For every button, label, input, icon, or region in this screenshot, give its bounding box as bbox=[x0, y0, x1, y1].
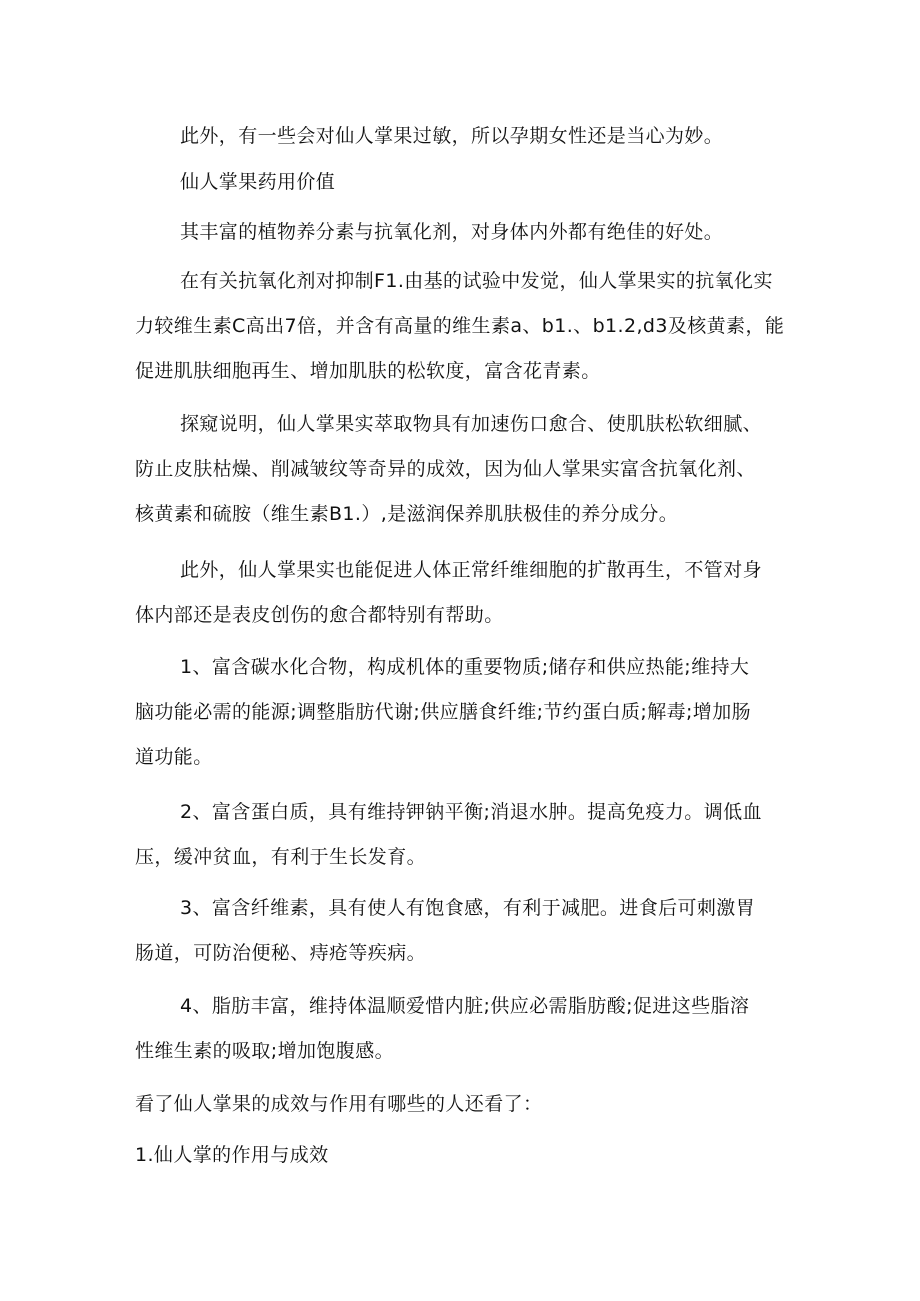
text-line: 促进肌肤细胞再生、增加肌肤的松软度，富含花青素。 bbox=[135, 360, 601, 382]
text-line: 看了仙人掌果的成效与作用有哪些的人还看了： bbox=[135, 1093, 543, 1115]
list-item-fiber bbox=[135, 886, 785, 976]
text-line: 在有关抗氧化剂对抑制F1.由基的试验中发觉，仙人掌果实的抗氧化实 bbox=[180, 270, 773, 292]
text-line: 其丰富的植物养分素与抗氧化剂，对身体内外都有绝佳的好处。 bbox=[180, 221, 724, 243]
paragraph-research-findings bbox=[135, 402, 785, 537]
paragraph-antioxidant-test bbox=[135, 259, 785, 394]
text-line: 道功能。 bbox=[135, 746, 213, 768]
list-item-carbohydrates bbox=[135, 645, 785, 780]
text-line: 此外，仙人掌果实也能促进人体正常纤维细胞的扩散再生，不管对身 bbox=[180, 559, 763, 581]
text-line: 防止皮肤枯燥、削减皱纹等奇异的成效，因为仙人掌果实富含抗氧化剂、 bbox=[135, 458, 756, 480]
list-item-protein bbox=[135, 790, 785, 880]
text-line: 核黄素和硫胺（维生素B1.）,是滋润保养肌肤极佳的养分成分。 bbox=[135, 503, 679, 525]
text-line: 肠道，可防治便秘、痔疮等疾病。 bbox=[135, 942, 427, 964]
section-heading-medicinal-value bbox=[135, 160, 785, 205]
paragraph-allergy-note bbox=[135, 114, 785, 159]
text-line: 4、脂肪丰富，维持体温顺爱惜内脏;供应必需脂肪酸;促进这些脂溶 bbox=[180, 995, 750, 1017]
text-line: 压，缓冲贫血，有利于生长发育。 bbox=[135, 846, 427, 868]
related-link-text[interactable]: 1.仙人掌的作用与成效 bbox=[135, 1144, 329, 1166]
text-line: 脑功能必需的能源;调整脂肪代谢;供应膳食纤维;节约蛋白质;解毒;增加肠 bbox=[135, 701, 752, 723]
related-reading-heading bbox=[135, 1082, 785, 1127]
related-link-cactus-effects[interactable] bbox=[135, 1133, 785, 1178]
text-line: 2、富含蛋白质，具有维持钾钠平衡;消退水肿。提高免疫力。调低血 bbox=[180, 801, 762, 823]
paragraph-nutrients-intro bbox=[135, 210, 785, 255]
text-line: 性维生素的吸取;增加饱腹感。 bbox=[135, 1040, 395, 1062]
text-line: 力较维生素C高出7倍，并含有高量的维生素a、b1.、b1.2,d3及核黄素，能 bbox=[135, 315, 785, 337]
text-line: 1、富含碳水化合物，构成机体的重要物质;储存和供应热能;维持大 bbox=[180, 656, 750, 678]
text-line: 探窥说明，仙人掌果实萃取物具有加速伤口愈合、使肌肤松软细腻、 bbox=[180, 413, 763, 435]
list-item-fat bbox=[135, 984, 785, 1074]
text-line: 体内部还是表皮创伤的愈合都特别有帮助。 bbox=[135, 604, 504, 626]
text-line: 3、富含纤维素，具有使人有饱食感，有利于减肥。进食后可刺激胃 bbox=[180, 897, 756, 919]
paragraph-regeneration bbox=[135, 548, 785, 638]
text-line: 仙人掌果药用价值 bbox=[180, 171, 336, 193]
text-line: 此外，有一些会对仙人掌果过敏，所以孕期女性还是当心为妙。 bbox=[180, 125, 724, 147]
